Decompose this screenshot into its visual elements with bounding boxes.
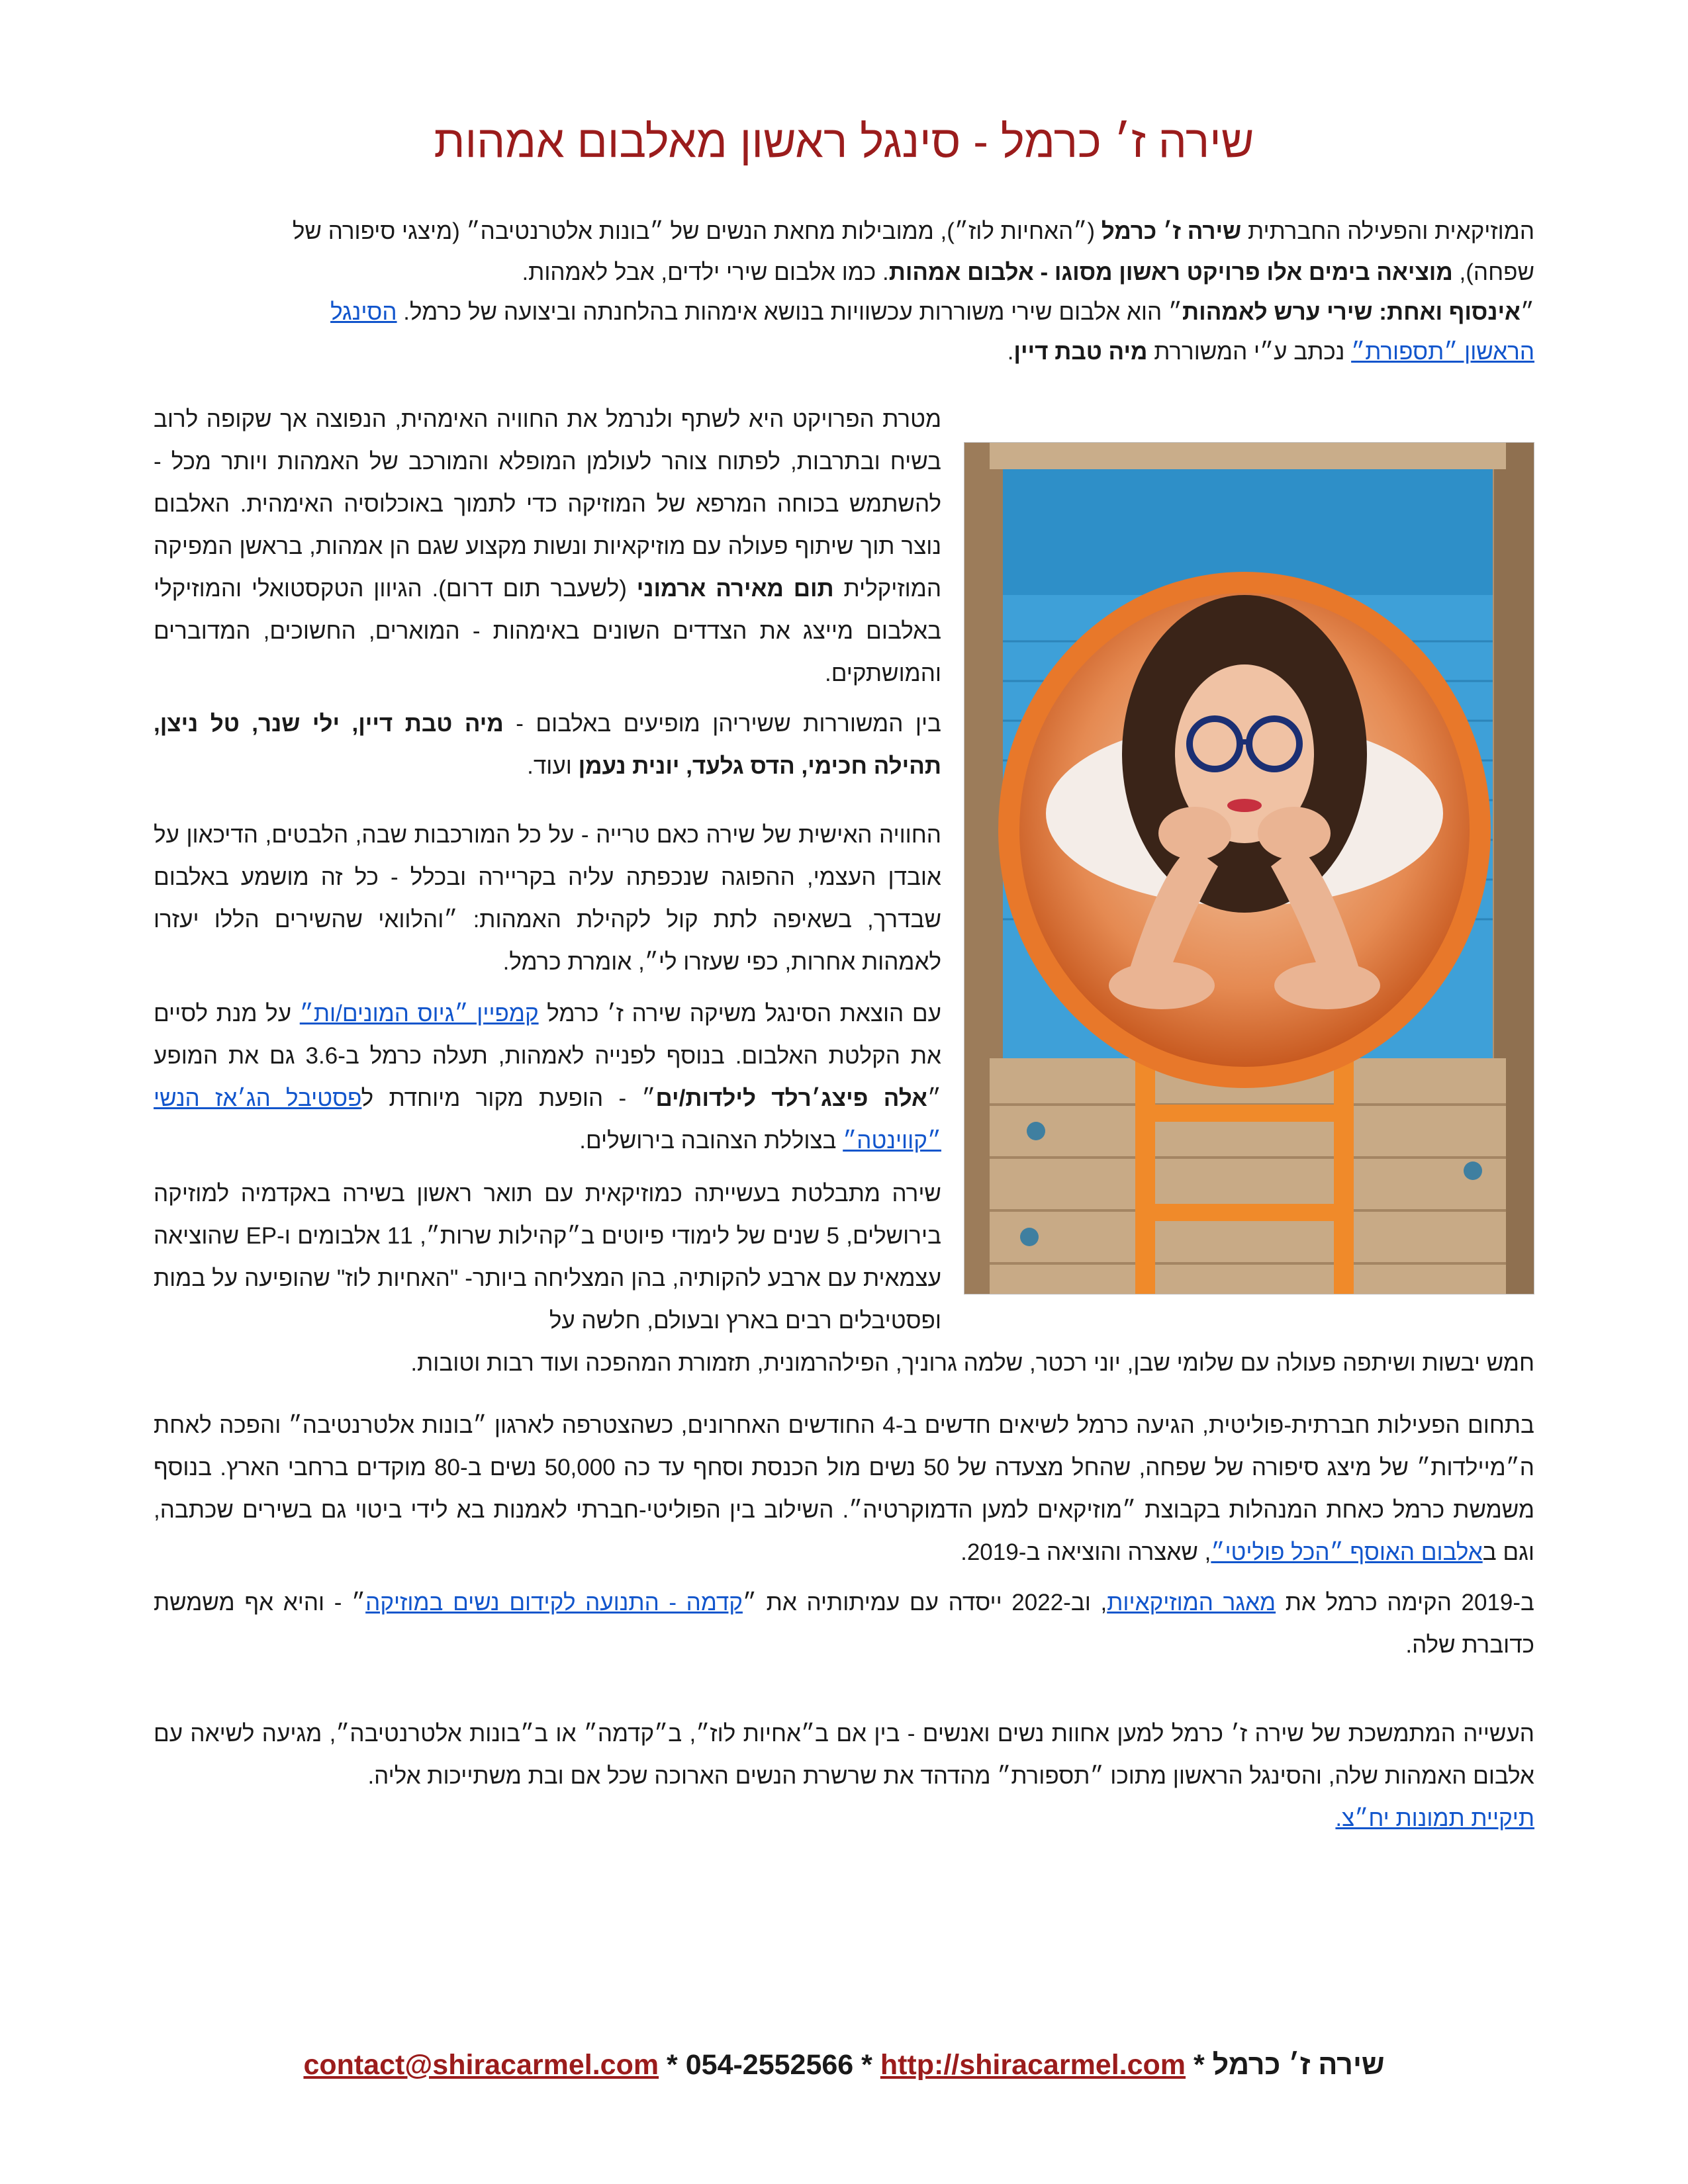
paragraph-text: חמש יבשות ושיתפה פעולה עם שלומי שבן, יוני רכטר, שלמה גרוניך, הפילהרמונית, תזמורת המהפכה ועוד רבות וטובות.	[410, 1350, 1534, 1376]
footer-separator: *	[1186, 2049, 1213, 2081]
paragraph-text: , שאצרה והוציאה ב-2019.	[961, 1539, 1211, 1565]
paragraph-text: שירה מתבלטת בעשייתה כמוזיקאית עם תואר ראשון בשירה באקדמיה למוזיקה בירושלים, 5 שנים של לימודי פיוטים ב״קהילות שרות״, 11 אלבומים ו-EP שהוציאה עצמאית עם ארבע להקותיה, בהן המצליחה ביותר- "האחיות לוז" שהופיעה על במות ופסטיבלים רבים בארץ ובעולם, חלשה על	[154, 1181, 941, 1334]
paragraph-text: בתחום הפעילות חברתית-פוליטית, הגיעה כרמל לשיאים חדשים ב-4 החודשים האחרונים, כשהצטרפה לארגון ״בונות אלטרנטיבה״ והפכה לאחת ה״מיילדות״ של מיצג סיפורה של שפחה, שהחל מצעדה של 50 נשים מול הכנסת וסחף עד כה 50,000 נשים ב-80 מוקדים ברחבי הארץ. בנוסף משמשת כרמל כאחת המנהלות בקבוצת ״מוזיקאים למען הדמוקרטיה״. השילוב בין הפוליטי-חברתי לאמנות בא לידי ביטוי גם בשירים שכתבה, וגם ב	[154, 1412, 1534, 1565]
intro-line-4	[154, 331, 1534, 373]
intro-text: המוזיקאית והפעילה החברתית	[1241, 218, 1534, 244]
musicians-database-link[interactable]: מאגר המוזיקאיות	[1107, 1590, 1276, 1615]
paragraph-text: מטרת הפרויקט היא לשתף ולנרמל את החוויה האימהית, הנפוצה אך שקופה לרוב בשיח ובתרבות, לפתוח צוהר לעולמן המופלא והמורכב של האמהות ויותר מכל - להשתמש בכוחה המרפא של המוזיקה כדי לתמוך באוכלוסיה האימהית. האלבום נוצר תוך שיתוף פעולה עם מוזיקאיות ונשות מקצוע שגם הן אמהות, בראשן המפיקה המוזיקלית	[154, 406, 941, 602]
poet-name: מיה טבת דיין	[1013, 339, 1148, 365]
producer-name: תום מאירה ארמוני	[636, 576, 834, 602]
paragraph-text: בין המשוררות ששיריהן מופיעים באלבום -	[503, 711, 941, 737]
paragraph-text: בצוללת הצהובה בירושלים.	[579, 1128, 843, 1154]
paragraph-text: החוויה האישית של שירה כאם טרייה - על כל המורכבות שבה, הלבטים, הדיכאון על אובדן העצמי, ההפוגה שנכפתה עליה בקריירה ובכלל - כל זה מושמע באלבום שבדרך, בשאיפה לתת קול לקהילת האמהות: ״והלוואי שהשירים הללו יעזרו לאמהות אחרות, כפי שעזרו לי״, אומרת כרמל.	[154, 822, 941, 975]
paragraph-organizations	[154, 1582, 1534, 1666]
intro-line-1	[154, 210, 1534, 253]
paragraph-text: ״ - הופעת מקור מיוחדת ל	[361, 1085, 656, 1111]
intro-text: . כמו אלבום שירי ילדים, אבל לאמהות.	[522, 259, 889, 285]
paragraph-campaign	[154, 993, 941, 1162]
crowdfunding-campaign-link[interactable]: קמפיין ״גיוס המונים/ות״	[299, 1001, 539, 1026]
paragraph-text: על מנת לסיים את הקלטת האלבום. בנוסף לפנייה לאמהות, תעלה כרמל ב-3.6 גם את המופע ״	[154, 1001, 942, 1111]
portrait-photo-icon	[964, 443, 1534, 1295]
artist-photo	[964, 442, 1534, 1295]
paragraph-text: ב-2019 הקימה כרמל את	[1276, 1590, 1534, 1615]
paragraph-closing	[154, 1713, 1534, 1840]
paragraph-text: עם הוצאת הסינגל משיקה שירה ז׳ כרמל	[538, 1001, 941, 1026]
page-title: שירה ז׳ כרמל - סינגל ראשון מאלבום אמהות	[434, 116, 1254, 167]
paragraph-social-activism	[154, 1404, 1534, 1574]
paragraph-project-goal	[154, 398, 941, 695]
email-link[interactable]: contact@shiracarmel.com	[303, 2049, 659, 2081]
paragraph-poets	[154, 703, 941, 788]
phone-number: 054-2552566	[685, 2049, 854, 2081]
compilation-album-link[interactable]: אלבום האוסף ״הכל פוליטי״	[1211, 1539, 1483, 1565]
paragraph-text: ועוד.	[527, 753, 579, 779]
paragraph-text: ״ - והיא אף משמשת כדוברת שלה.	[154, 1590, 1534, 1658]
paragraph-text: העשייה המתמשכת של שירה ז׳ כרמל למען אחוות נשים ואנשים - בין אם ב״אחיות לוז״, ב״קדמה״ או ב״בונות אלטרנטיבה״, מגיעה לשיאה עם אלבום האמהות שלה, והסינגל הראשון מתוכו ״תספורת״ מהדהד את שרשרת הנשים הארוכה שכל אם ובת משתייכות אליה.	[154, 1721, 1534, 1789]
intro-text: נכתב ע״י המשוררת	[1147, 339, 1352, 365]
paragraph-text: , וב-2022 ייסדה עם עמיתותיה את ״	[742, 1590, 1107, 1615]
poets-list: מיה טבת דיין, ילי שנר, טל ניצן, תהילה חכימי, הדס גלעד, יונית נעמן	[154, 711, 941, 779]
artist-name: שירה ז׳ כרמל	[1101, 218, 1242, 244]
intro-line-2	[154, 251, 1534, 294]
website-link[interactable]: http://shiracarmel.com	[880, 2049, 1186, 2081]
paragraph-biography	[154, 1173, 941, 1342]
jazz-festival-link[interactable]: פסטיבל הג׳אז הנשי ״קווינטה״	[154, 1085, 941, 1154]
paragraph-personal-experience	[154, 814, 941, 983]
press-photos-folder-link[interactable]: תיקיית תמונות יח״צ.	[1335, 1805, 1534, 1831]
intro-text: ״ הוא אלבום שירי משוררות עכשוויות בנושא אימהות בהלחנתה וביצועה של כרמל.	[397, 299, 1183, 325]
intro-bold: מוציאה בימים אלו פרויקט ראשון מסוגו - אלבום אמהות	[888, 259, 1453, 285]
intro-line-3	[154, 291, 1534, 334]
footer-separator: *	[659, 2049, 686, 2081]
footer-contact	[0, 2045, 1688, 2085]
single-link-continued[interactable]: הראשון ״תספורת״	[1351, 339, 1534, 365]
intro-text: שפחה),	[1452, 259, 1534, 285]
intro-text: (״האחיות לוז״), ממובילות מחאת הנשים של ״בונות אלטרנטיבה״ (מיצגי סיפורה של	[292, 218, 1102, 244]
intro-text: ״	[1520, 299, 1534, 325]
show-name: אלה פיצג׳רלד לילדות/ים	[655, 1085, 927, 1111]
single-link[interactable]: הסינגל	[330, 299, 397, 325]
paragraph-biography-continued	[154, 1342, 1534, 1385]
album-name: אינסוף ואחת: שירי ערש לאמהות	[1182, 299, 1521, 325]
footer-name: שירה ז׳ כרמל	[1212, 2049, 1385, 2081]
kadma-movement-link[interactable]: קדמה - התנועה לקידום נשים במוזיקה	[365, 1590, 743, 1615]
paragraph-text: (לשעבר תום דרום). הגיוון הטקסטואלי והמוזיקלי באלבום מייצג את הצדדים השונים באימהות - המוארים, החשוכים, המדוברים והמושתקים.	[154, 576, 941, 686]
footer-separator: *	[853, 2049, 880, 2081]
intro-text: .	[1007, 339, 1014, 365]
